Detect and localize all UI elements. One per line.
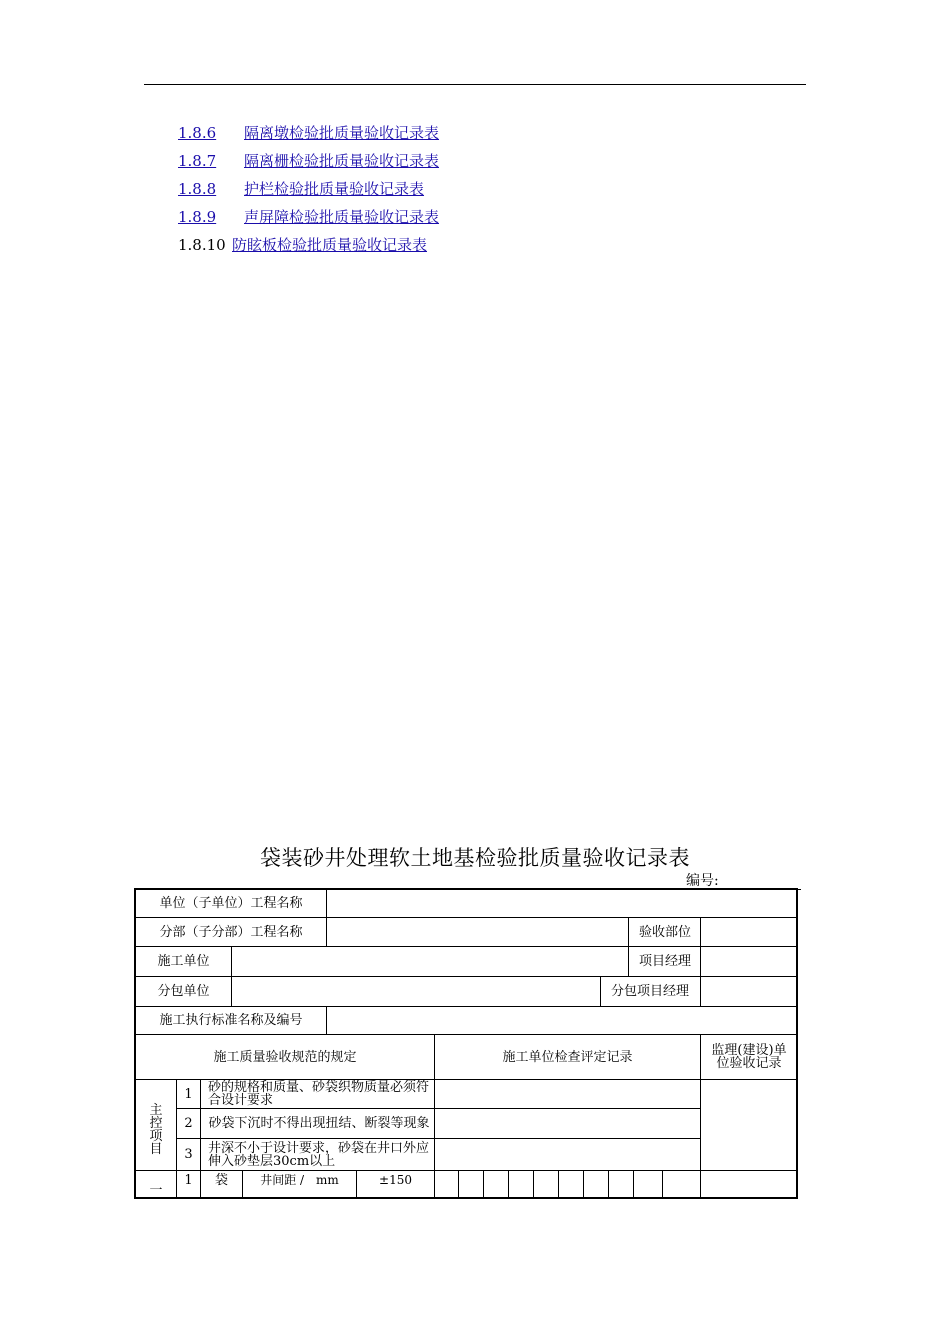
construction-unit-value[interactable] bbox=[232, 947, 628, 976]
item-number: 3 bbox=[184, 1147, 193, 1162]
item-number: 1 bbox=[184, 1086, 193, 1102]
toc-item[interactable] bbox=[178, 206, 439, 234]
form-title: 袋装砂井处理软土地基检验批质量验收记录表 bbox=[260, 846, 690, 870]
item-check-value[interactable] bbox=[435, 1139, 700, 1170]
item-check-value[interactable] bbox=[435, 1109, 700, 1138]
item-text: 砂袋下沉时不得出现扭结、断裂等现象 bbox=[208, 1116, 430, 1131]
construction-unit-label: 施工单位 bbox=[157, 954, 210, 969]
grid-line bbox=[600, 976, 601, 1006]
item-text: 砂的规格和质量、砂袋织物质量必须符合设计要求 bbox=[208, 1080, 430, 1108]
item-number: 2 bbox=[184, 1116, 193, 1131]
grid-line bbox=[508, 1170, 509, 1197]
item-category: 袋 bbox=[214, 1172, 228, 1188]
toc-link[interactable]: 隔离墩检验批质量验收记录表 bbox=[244, 124, 440, 142]
project-manager-value[interactable] bbox=[701, 947, 796, 976]
item-name: 井间距 / mm bbox=[260, 1172, 339, 1187]
toc-list bbox=[178, 122, 439, 262]
toc-link[interactable]: 隔离栅检验批质量验收记录表 bbox=[244, 152, 440, 170]
subcontract-unit-label: 分包单位 bbox=[157, 984, 210, 999]
toc-number[interactable]: 1.8.6 bbox=[178, 124, 217, 142]
grid-line bbox=[558, 1170, 559, 1197]
check-header: 施工单位检查评定记录 bbox=[502, 1049, 633, 1065]
unit-project-label: 单位（子单位）工程名称 bbox=[159, 896, 303, 911]
header-rule bbox=[144, 84, 806, 85]
toc-number[interactable]: 1.8.8 bbox=[178, 180, 217, 198]
subcontract-manager-value[interactable] bbox=[701, 977, 796, 1006]
general-group: 一 bbox=[149, 1182, 163, 1198]
item-text: 井深不小于设计要求，砂袋在井口外应伸入砂垫层30cm以上 bbox=[208, 1140, 430, 1169]
toc-item[interactable] bbox=[178, 122, 439, 150]
toc-link[interactable]: 护栏检验批质量验收记录表 bbox=[244, 180, 425, 198]
grid-line bbox=[583, 1170, 584, 1197]
standard-label: 施工执行标准名称及编号 bbox=[159, 1013, 303, 1028]
toc-number[interactable]: 1.8.7 bbox=[178, 152, 217, 170]
supervision-header: 监理(建设)单位验收记录 bbox=[711, 1043, 787, 1071]
grid-line bbox=[633, 1170, 634, 1197]
item-check-value[interactable] bbox=[435, 1080, 700, 1108]
toc-number[interactable]: 1.8.9 bbox=[178, 208, 217, 226]
toc-item[interactable] bbox=[178, 234, 439, 262]
supervision-value[interactable] bbox=[701, 1080, 796, 1170]
serial-number bbox=[686, 870, 801, 890]
spec-header: 施工质量验收规范的规定 bbox=[213, 1049, 357, 1065]
toc-link[interactable]: 声屏障检验批质量验收记录表 bbox=[244, 208, 440, 226]
sub-project-label: 分部（子分部）工程名称 bbox=[159, 924, 303, 940]
toc-number: 1.8.10 bbox=[178, 236, 226, 254]
item-tolerance: ±150 bbox=[379, 1172, 412, 1187]
subcontract-manager-label: 分包项目经理 bbox=[610, 984, 689, 999]
item-number: 1 bbox=[184, 1172, 193, 1188]
grid-line bbox=[533, 1170, 534, 1197]
serial-label: 编号: bbox=[686, 873, 719, 889]
unit-project-value[interactable] bbox=[327, 890, 796, 917]
grid-line bbox=[483, 1170, 484, 1197]
toc-item[interactable] bbox=[178, 178, 439, 206]
grid-line bbox=[458, 1170, 459, 1197]
toc-link[interactable]: 防眩板检验批质量验收记录表 bbox=[232, 236, 428, 254]
subcontract-unit-value[interactable] bbox=[232, 977, 600, 1006]
inspection-form bbox=[134, 888, 798, 1199]
grid-line bbox=[628, 917, 629, 976]
main-control-group: 主控项目 bbox=[149, 1103, 163, 1157]
toc-item[interactable] bbox=[178, 150, 439, 178]
inspect-part-label: 验收部位 bbox=[638, 924, 691, 940]
inspect-part-value[interactable] bbox=[701, 918, 796, 946]
grid-line bbox=[662, 1170, 663, 1197]
project-manager-label: 项目经理 bbox=[638, 954, 691, 969]
grid-line bbox=[608, 1170, 609, 1197]
sub-project-value[interactable] bbox=[327, 918, 627, 946]
standard-value[interactable] bbox=[327, 1007, 796, 1034]
